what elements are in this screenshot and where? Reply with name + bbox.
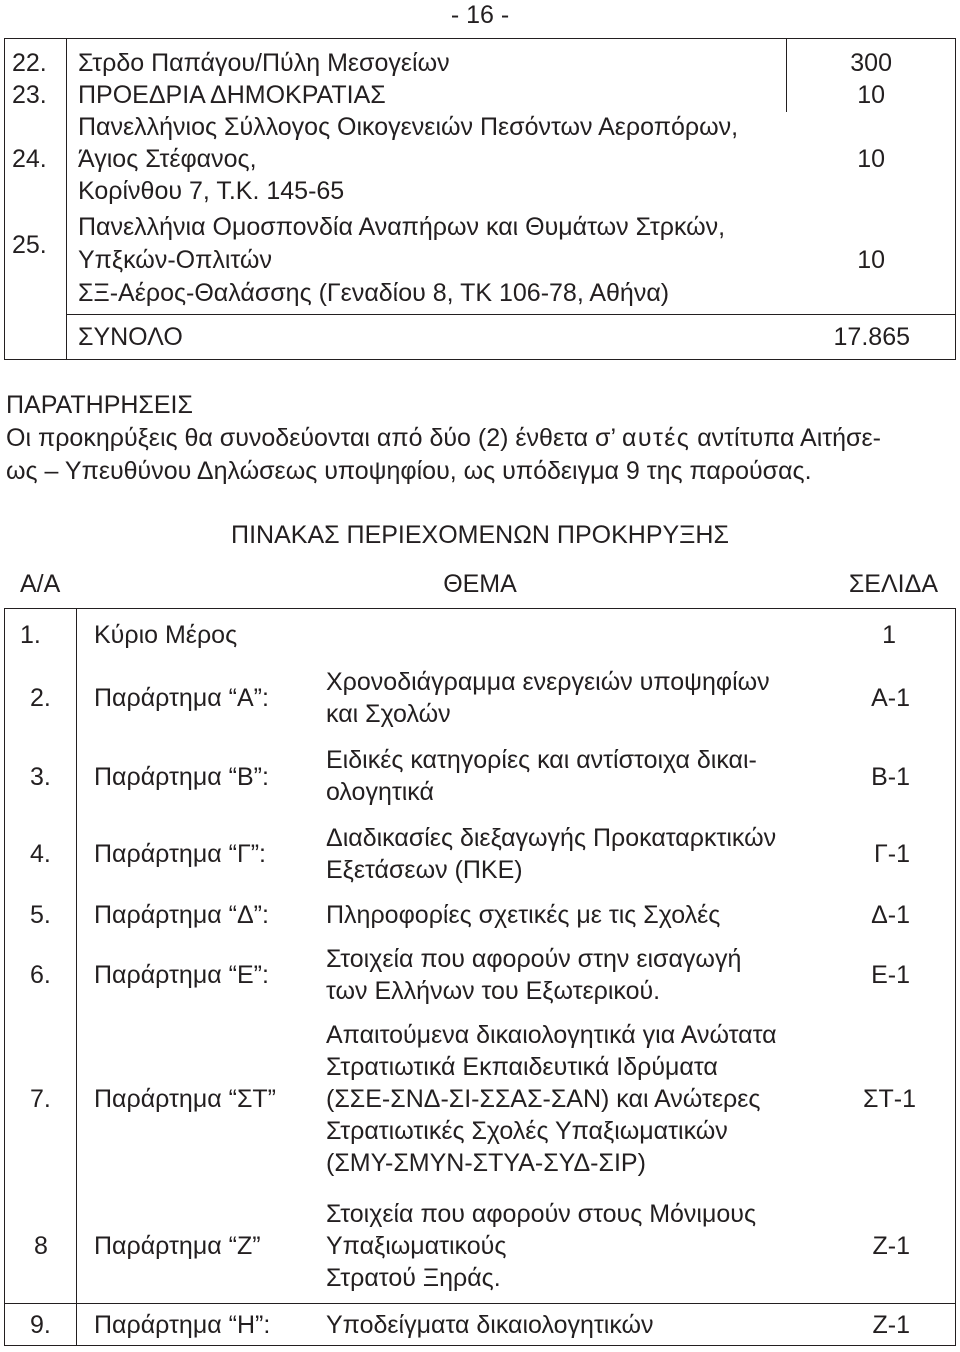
contents-desc: Υποδείγματα δικαιολογητικών	[326, 1311, 654, 1339]
row-number: 23.	[12, 81, 47, 109]
top-table-border-left	[4, 38, 5, 360]
contents-desc: (ΣΜΥ-ΣΜΥΝ-ΣΤΥΑ-ΣΥΔ-ΣΙΡ)	[326, 1149, 646, 1177]
remarks-text-c: αντίτυπα Αιτήσε-	[697, 424, 881, 452]
top-table-border-right	[955, 38, 956, 360]
contents-page: 1	[882, 621, 896, 649]
contents-desc: Στοιχεία που αφορούν στην εισαγωγή	[326, 945, 742, 973]
top-table-border-bottom	[4, 359, 956, 360]
contents-page: Α-1	[871, 684, 910, 712]
contents-border-left	[4, 608, 5, 1346]
contents-page: Ε-1	[871, 961, 910, 989]
contents-num: 7.	[30, 1085, 51, 1113]
contents-border-top	[4, 608, 956, 609]
contents-num: 2.	[30, 684, 51, 712]
contents-desc: Στρατιωτικά Εκπαιδευτικά Ιδρύματα	[326, 1053, 718, 1081]
contents-desc: Υπαξιωματικούς	[326, 1232, 507, 1260]
contents-name: Παράρτημα “Η”:	[94, 1311, 271, 1339]
contents-desc: Απαιτούμενα δικαιολογητικά για Ανώτατα	[326, 1021, 777, 1049]
row-number: 24.	[12, 145, 47, 173]
contents-border-right	[955, 608, 956, 1346]
contents-name: Παράρτημα “ΣΤ”	[94, 1085, 277, 1113]
recipient-line: ΠΡΟΕΔΡΙΑ ΔΗΜΟΚΡΑΤΙΑΣ	[78, 81, 386, 109]
contents-name: Παράρτημα “Δ”:	[94, 901, 269, 929]
remarks-heading: ΠΑΡΑΤΗΡΗΣΕΙΣ	[6, 391, 193, 419]
header-topic: ΘΕΜΑ	[443, 570, 517, 598]
contents-desc: (ΣΣΕ-ΣΝΔ-ΣΙ-ΣΣΑΣ-ΣΑΝ) και Ανώτερες	[326, 1085, 761, 1113]
recipient-line: Πανελλήνιος Σύλλογος Οικογενειών Πεσόντων Αεροπόρων,	[78, 113, 739, 141]
page-number: - 16 -	[450, 1, 510, 29]
remarks-line-1	[6, 423, 881, 453]
contents-name: Παράρτημα “Α”:	[94, 684, 269, 712]
contents-name: Παράρτημα “Β”:	[94, 763, 269, 791]
recipient-line: Στρδο Παπάγου/Πύλη Μεσογείων	[78, 49, 450, 77]
top-table-col-divider-2	[786, 38, 787, 112]
recipient-line: ΣΞ-Αέρος-Θαλάσσης (Γεναδίου 8, ΤΚ 106-78, Αθήνα)	[78, 279, 670, 307]
contents-desc: Στοιχεία που αφορούν στους Μόνιμους	[326, 1200, 757, 1228]
contents-desc: και Σχολών	[326, 700, 451, 728]
contents-num: 6.	[30, 961, 51, 989]
contents-num: 5.	[30, 901, 51, 929]
contents-desc: των Ελλήνων του Εξωτερικού.	[326, 977, 661, 1005]
top-table-total-divider	[66, 314, 956, 315]
total-label: ΣΥΝΟΛΟ	[78, 323, 183, 351]
contents-num: 4.	[30, 840, 51, 868]
contents-desc: ολογητικά	[326, 778, 434, 806]
header-page: ΣΕΛΙΔΑ	[848, 570, 938, 598]
contents-title: ΠΙΝΑΚΑΣ ΠΕΡΙΕΧΟΜΕΝΩΝ ΠΡΟΚΗΡΥΞΗΣ	[231, 521, 729, 549]
recipient-line: Υπξκών-Οπλιτών	[78, 246, 272, 274]
contents-page: Ζ-1	[872, 1311, 910, 1339]
contents-desc: Χρονοδιάγραμμα ενεργειών υποψηφίων	[326, 668, 770, 696]
contents-page: Ζ-1	[872, 1232, 910, 1260]
header-num: Α/Α	[20, 570, 61, 598]
contents-desc: Στρατιωτικές Σχολές Υπαξιωματικών	[326, 1117, 728, 1145]
remarks-text-b: αυτές	[622, 424, 691, 452]
row-number: 25.	[12, 231, 47, 259]
row-number: 22.	[12, 49, 47, 77]
contents-name: Παράρτημα “Ε”:	[94, 961, 269, 989]
copies-value: 10	[857, 81, 885, 109]
contents-num: 9.	[30, 1311, 51, 1339]
contents-num: 1.	[20, 621, 41, 649]
contents-desc: Διαδικασίες διεξαγωγής Προκαταρκτικών	[326, 824, 777, 852]
top-table-col-divider-1	[66, 38, 67, 360]
top-table-border-top	[4, 38, 956, 39]
recipient-line: Πανελλήνια Ομοσπονδία Αναπήρων και Θυμάτων Στρκών,	[78, 213, 726, 241]
remarks-line-2: ως – Υπευθύνου Δηλώσεως υποψηφίου, ως υπόδειγμα 9 της παρούσας.	[6, 457, 812, 485]
contents-col-divider	[76, 608, 77, 1346]
contents-num: 3.	[30, 763, 51, 791]
contents-name: Κύριο Μέρος	[94, 621, 238, 649]
remarks-text-a: Οι προκηρύξεις θα συνοδεύονται από δύο (2) ένθετα σ’	[6, 424, 616, 452]
contents-row-divider	[4, 1303, 956, 1304]
contents-page: Β-1	[871, 763, 910, 791]
contents-page: Δ-1	[871, 901, 910, 929]
total-value: 17.865	[833, 323, 910, 351]
contents-desc: Στρατού Ξηράς.	[326, 1264, 501, 1292]
contents-desc: Ειδικές κατηγορίες και αντίστοιχα δικαι-	[326, 746, 757, 774]
copies-value: 10	[857, 145, 885, 173]
contents-name: Παράρτημα “Γ”:	[94, 840, 266, 868]
copies-value: 10	[857, 246, 885, 274]
contents-border-bottom	[4, 1345, 956, 1346]
contents-desc: Πληροφορίες σχετικές με τις Σχολές	[326, 901, 721, 929]
contents-name: Παράρτημα “Ζ”	[94, 1232, 261, 1260]
contents-num: 8	[34, 1232, 48, 1260]
contents-page: Γ-1	[874, 840, 910, 868]
recipient-line: Κορίνθου 7, Τ.Κ. 145-65	[78, 177, 345, 205]
contents-page: ΣΤ-1	[863, 1085, 916, 1113]
recipient-line: Άγιος Στέφανος,	[78, 145, 257, 173]
copies-value: 300	[850, 49, 892, 77]
contents-desc: Εξετάσεων (ΠΚΕ)	[326, 856, 523, 884]
